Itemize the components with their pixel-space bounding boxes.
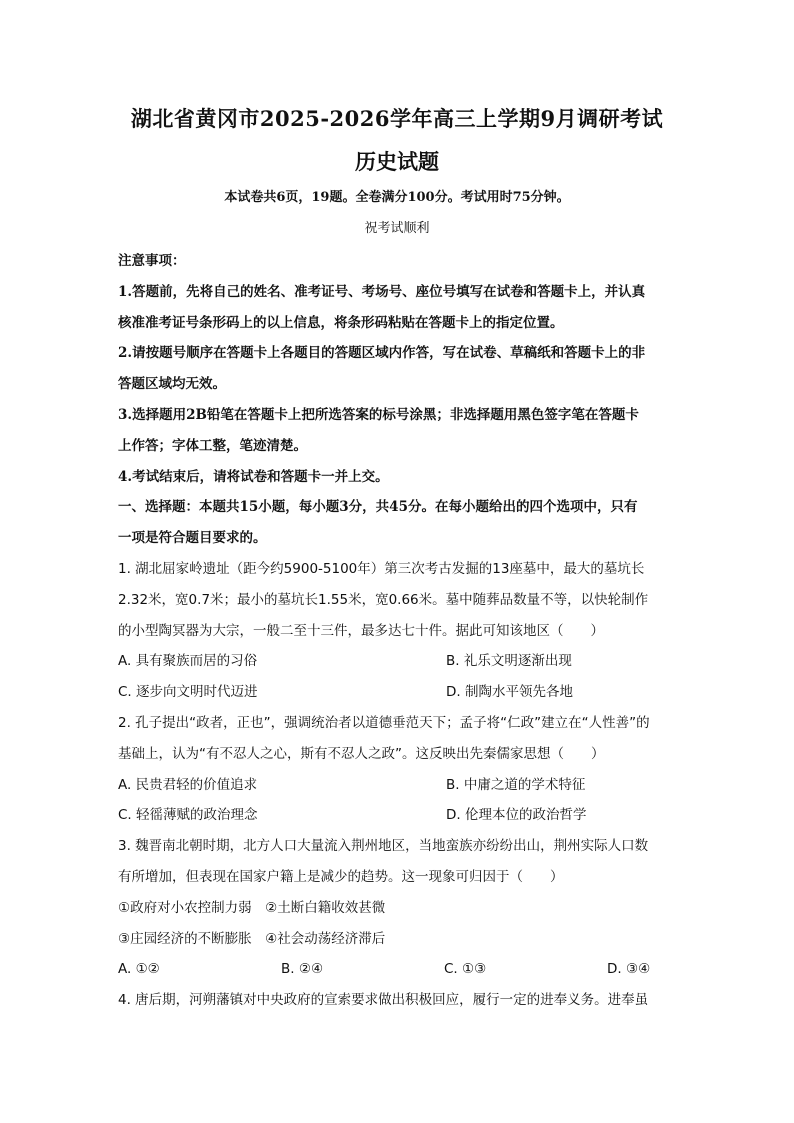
option-b: B. ②④ [281, 961, 324, 978]
question-4-line-1: 4. 唐后期，河朔藩镇对中央政府的宣索要求做出积极回应，履行一定的进奉义务。进奉虽 [118, 992, 649, 1009]
page-subtitle: 历史试题 [355, 149, 439, 174]
question-1 [118, 554, 676, 708]
question-3-line-2: 有所增加，但表现在国家户籍上是减少的趋势。这一现象可归因于（ ） [118, 868, 564, 885]
option-c: C. 逐步向文明时代迈进 [118, 684, 258, 701]
note-3-line-2: 上作答；字体工整，笔迹清楚。 [118, 437, 307, 454]
question-1-line-2: 2.32米，宽0.7米；最小的墓坑长1.55米，宽0.66米。墓中随葬品数量不等，以快轮制作 [118, 591, 649, 608]
question-3-statements-2: ③庄园经济的不断膨胀 ④社会动荡经济滞后 [118, 930, 386, 947]
question-1-options-row-2 [118, 677, 676, 708]
note-4: 4.考试结束后，请将试卷和答题卡一并上交。 [118, 468, 389, 485]
option-b: B. 礼乐文明逐渐出现 [446, 653, 572, 670]
option-c: C. 轻徭薄赋的政治理念 [118, 807, 258, 824]
question-2-options-row-2 [118, 800, 676, 831]
option-a: A. 具有聚族而居的习俗 [118, 653, 258, 670]
question-1-options-row-1 [118, 646, 676, 677]
option-a: A. ①② [118, 961, 160, 978]
option-c: C. ①③ [444, 961, 487, 978]
section-1-line-1: 一、选择题：本题共15小题，每小题3分，共45分。在每小题给出的四个选项中，只有 [118, 499, 638, 516]
question-2 [118, 708, 676, 831]
question-4 [118, 985, 676, 1016]
note-2-line-2: 答题区域均无效。 [118, 376, 226, 393]
note-3-line-1: 3.选择题用2B铅笔在答题卡上把所选答案的标号涂黑；非选择题用黑色签字笔在答题卡 [118, 406, 639, 423]
question-1-line-1: 1. 湖北屈家岭遗址（距今约5900-5100年）第三次考古发掘的13座墓中，最大的墓坑长 [118, 560, 645, 577]
exam-body [118, 246, 676, 1016]
note-1-line-2: 核准准考证号条形码上的以上信息，将条形码粘贴在答题卡上的指定位置。 [118, 314, 564, 331]
question-1-line-3: 的小型陶冥器为大宗，一般二至十三件，最多达七十件。据此可知该地区（ ） [118, 622, 604, 639]
question-2-options-row-1 [118, 770, 676, 801]
option-d: D. ③④ [607, 961, 651, 978]
good-luck-note: 祝考试顺利 [364, 221, 430, 236]
notes-heading: 注意事项： [118, 253, 186, 269]
option-d: D. 制陶水平领先各地 [446, 684, 573, 701]
question-2-line-1: 2. 孔子提出“政者，正也”，强调统治者以道德垂范天下；孟子将“仁政”建立在“人性善”的 [118, 714, 650, 731]
question-2-line-2: 基础上，认为“有不忍人之心，斯有不忍人之政”。这反映出先秦儒家思想（ ） [118, 745, 605, 762]
note-1-line-1: 1.答题前，先将自己的姓名、准考证号、考场号、座位号填写在试卷和答题卡上，并认真 [118, 283, 646, 300]
exam-info: 本试卷共6页，19题。全卷满分100分。考试用时75分钟。 [224, 190, 570, 205]
question-3-statements-1: ①政府对小农控制力弱 ②土断白籍收效甚微 [118, 899, 386, 916]
page-title: 湖北省黄冈市2025-2026学年高三上学期9月调研考试 [130, 106, 664, 131]
question-3-options [118, 954, 676, 985]
question-3-line-1: 3. 魏晋南北朝时期，北方人口大量流入荆州地区，当地蛮族亦纷纷出山，荆州实际人口数 [118, 838, 649, 855]
note-2-line-1: 2.请按题号顺序在答题卡上各题目的答题区域内作答，写在试卷、草稿纸和答题卡上的非 [118, 345, 646, 362]
option-a: A. 民贵君轻的价值追求 [118, 776, 258, 793]
section-1-line-2: 一项是符合题目要求的。 [118, 530, 267, 547]
question-3 [118, 831, 676, 985]
option-b: B. 中庸之道的学术特征 [446, 776, 586, 793]
option-d: D. 伦理本位的政治哲学 [446, 807, 587, 824]
